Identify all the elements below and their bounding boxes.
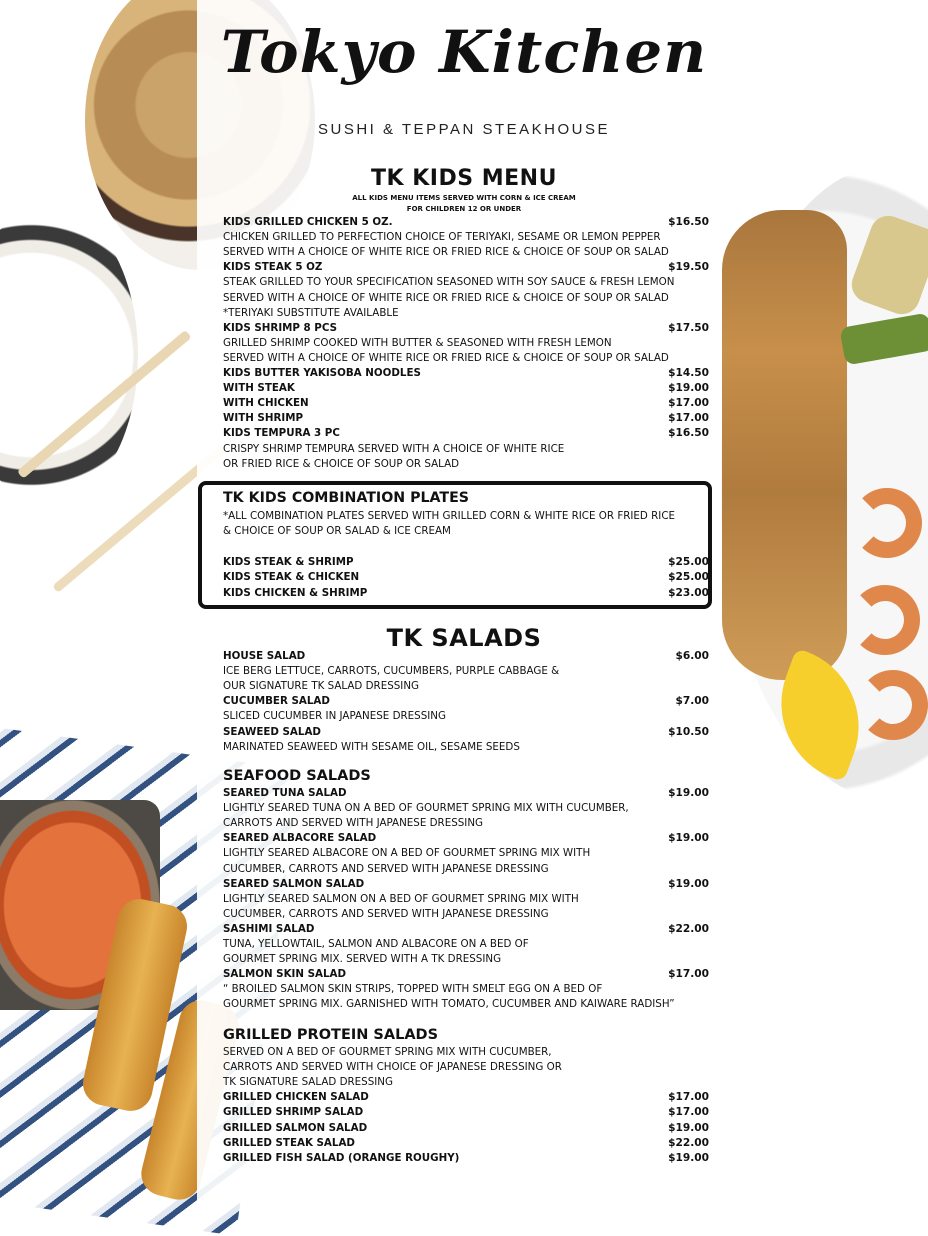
menu-item-price: $19.00 xyxy=(668,832,709,845)
item-description: ICE BERG LETTUCE, CARROTS, CUCUMBERS, PURPLE CABBAGE & xyxy=(223,665,560,678)
item-description: CARROTS AND SERVED WITH CHOICE OF JAPANESE DRESSING OR xyxy=(223,1061,562,1074)
item-description: SERVED WITH A CHOICE OF WHITE RICE OR FRIED RICE & CHOICE OF SOUP OR SALAD xyxy=(223,291,669,304)
menu-item-price: $17.00 xyxy=(668,1091,709,1104)
kids-menu-age-note: FOR CHILDREN 12 OR UNDER xyxy=(406,205,522,213)
menu-item-name: SEARED ALBACORE SALAD xyxy=(223,832,377,845)
item-description: CARROTS AND SERVED WITH JAPANESE DRESSING xyxy=(223,817,484,830)
menu-item-price: $19.00 xyxy=(668,877,709,890)
salads-title: TK SALADS xyxy=(386,624,542,652)
item-description: CUCUMBER, CARROTS AND SERVED WITH JAPANESE DRESSING xyxy=(223,862,549,875)
combination-note: & CHOICE OF SOUP OR SALAD & ICE CREAM xyxy=(223,525,451,537)
menu-item-price: $19.00 xyxy=(668,1121,709,1134)
menu-item-price: $19.50 xyxy=(668,261,709,274)
kids-menu-note: ALL KIDS MENU ITEMS SERVED WITH CORN & ICE CREAM xyxy=(352,194,576,202)
menu-item-name: KIDS GRILLED CHICKEN 5 OZ. xyxy=(223,216,393,228)
menu-item-name: KIDS STEAK 5 OZ xyxy=(223,261,323,274)
item-description: SERVED WITH A CHOICE OF WHITE RICE OR FRIED RICE & CHOICE OF SOUP OR SALAD xyxy=(223,351,669,364)
menu-item-name: GRILLED STEAK SALAD xyxy=(223,1136,355,1149)
combination-plates-title: TK KIDS COMBINATION PLATES xyxy=(223,490,469,506)
item-description: LIGHTLY SEARED SALMON ON A BED OF GOURMET SPRING MIX WITH xyxy=(223,892,579,905)
menu-item-price: $22.00 xyxy=(668,922,709,935)
menu-item-name: HOUSE SALAD xyxy=(223,650,306,662)
menu-item-name: SASHIMI SALAD xyxy=(223,922,315,935)
item-description: SLICED CUCUMBER IN JAPANESE DRESSING xyxy=(223,710,446,723)
menu-item-price: $17.00 xyxy=(668,1106,709,1119)
item-description: TK SIGNATURE SALAD DRESSING xyxy=(223,1076,393,1089)
seafood-salads-title: SEAFOOD SALADS xyxy=(223,768,371,784)
menu-item-name: SEARED SALMON SALAD xyxy=(223,877,365,890)
menu-item-name: KIDS CHICKEN & SHRIMP xyxy=(223,586,368,599)
menu-item-name: GRILLED CHICKEN SALAD xyxy=(223,1091,369,1104)
item-description: *TERIYAKI SUBSTITUTE AVAILABLE xyxy=(223,306,399,319)
menu-item-price: $17.00 xyxy=(668,968,709,981)
item-description: TUNA, YELLOWTAIL, SALMON AND ALBACORE ON A BED OF xyxy=(223,938,529,950)
menu-item-name: SEARED TUNA SALAD xyxy=(223,787,347,799)
item-description: GOURMET SPRING MIX. GARNISHED WITH TOMATO, CUCUMBER AND KAIWARE RADISH” xyxy=(223,998,675,1011)
menu-item-price: $19.00 xyxy=(668,1151,709,1164)
menu-item-name: KIDS STEAK & CHICKEN xyxy=(223,571,360,584)
item-description: CHICKEN GRILLED TO PERFECTION CHOICE OF TERIYAKI, SESAME OR LEMON PEPPER xyxy=(223,231,661,244)
menu-item-price: $17.50 xyxy=(668,321,709,334)
item-description: CUCUMBER, CARROTS AND SERVED WITH JAPANESE DRESSING xyxy=(223,907,549,920)
white-rice-bowl-image xyxy=(0,205,138,505)
combination-note: *ALL COMBINATION PLATES SERVED WITH GRILLED CORN & WHITE RICE OR FRIED RICE xyxy=(223,510,676,522)
menu-item-price: $19.00 xyxy=(668,382,709,395)
item-description: OUR SIGNATURE TK SALAD DRESSING xyxy=(223,680,420,693)
menu-item-price: $6.00 xyxy=(675,650,709,662)
menu-item-name: WITH STEAK xyxy=(223,382,295,395)
brand-logo: Tokyo Kitchen xyxy=(220,18,708,86)
item-description: LIGHTLY SEARED ALBACORE ON A BED OF GOURMET SPRING MIX WITH xyxy=(223,847,591,860)
menu-item-price: $25.00 xyxy=(668,556,709,568)
menu-item-price: $22.00 xyxy=(668,1136,709,1149)
menu-item-price: $7.00 xyxy=(675,695,709,708)
menu-item-price: $17.00 xyxy=(668,412,709,425)
menu-item-name: KIDS BUTTER YAKISOBA NOODLES xyxy=(223,367,421,379)
menu-item-name: WITH SHRIMP xyxy=(223,412,304,425)
item-description: SERVED ON A BED OF GOURMET SPRING MIX WITH CUCUMBER, xyxy=(223,1046,552,1058)
grilled-protein-salads-title: GRILLED PROTEIN SALADS xyxy=(223,1027,439,1043)
menu-item-price: $23.00 xyxy=(668,586,709,599)
item-description: SERVED WITH A CHOICE OF WHITE RICE OR FRIED RICE & CHOICE OF SOUP OR SALAD xyxy=(223,246,669,259)
menu-item-price: $14.50 xyxy=(668,367,709,379)
menu-item-name: WITH CHICKEN xyxy=(223,397,309,410)
kids-menu-title: TK KIDS MENU xyxy=(371,166,557,191)
shrimp-image xyxy=(858,670,928,740)
menu-item-price: $10.50 xyxy=(668,725,709,738)
menu-item-name: GRILLED SHRIMP SALAD xyxy=(223,1106,364,1119)
shrimp-image xyxy=(852,488,922,558)
menu-item-name: KIDS TEMPURA 3 PC xyxy=(223,427,340,440)
item-description: GRILLED SHRIMP COOKED WITH BUTTER & SEASONED WITH FRESH LEMON xyxy=(223,336,612,349)
menu-item-name: SEAWEED SALAD xyxy=(223,725,321,738)
item-description: “ BROILED SALMON SKIN STRIPS, TOPPED WITH SMELT EGG ON A BED OF xyxy=(223,983,603,996)
grilled-fish-image xyxy=(722,210,847,680)
item-description: MARINATED SEAWEED WITH SESAME OIL, SESAME SEEDS xyxy=(223,740,520,753)
menu-item-name: GRILLED FISH SALAD (ORANGE ROUGHY) xyxy=(223,1151,460,1164)
item-description: CRISPY SHRIMP TEMPURA SERVED WITH A CHOICE OF WHITE RICE xyxy=(223,442,565,455)
item-description: GOURMET SPRING MIX. SERVED WITH A TK DRESSING xyxy=(223,953,502,966)
item-description: OR FRIED RICE & CHOICE OF SOUP OR SALAD xyxy=(223,457,460,470)
menu-item-price: $19.00 xyxy=(668,787,709,799)
menu-item-name: KIDS STEAK & SHRIMP xyxy=(223,556,354,568)
item-description: LIGHTLY SEARED TUNA ON A BED OF GOURMET SPRING MIX WITH CUCUMBER, xyxy=(223,802,629,815)
menu-item-name: KIDS SHRIMP 8 PCS xyxy=(223,321,337,334)
menu-item-price: $16.50 xyxy=(668,427,709,440)
menu-item-price: $16.50 xyxy=(668,216,709,228)
menu-item-name: CUCUMBER SALAD xyxy=(223,695,330,708)
menu-item-name: SALMON SKIN SALAD xyxy=(223,968,347,981)
menu-item-price: $25.00 xyxy=(668,571,709,584)
menu-item-price: $17.00 xyxy=(668,397,709,410)
item-description: STEAK GRILLED TO YOUR SPECIFICATION SEASONED WITH SOY SAUCE & FRESH LEMON xyxy=(223,276,675,289)
menu-item-name: GRILLED SALMON SALAD xyxy=(223,1121,368,1134)
brand-subtitle: SUSHI & TEPPAN STEAKHOUSE xyxy=(317,121,610,138)
